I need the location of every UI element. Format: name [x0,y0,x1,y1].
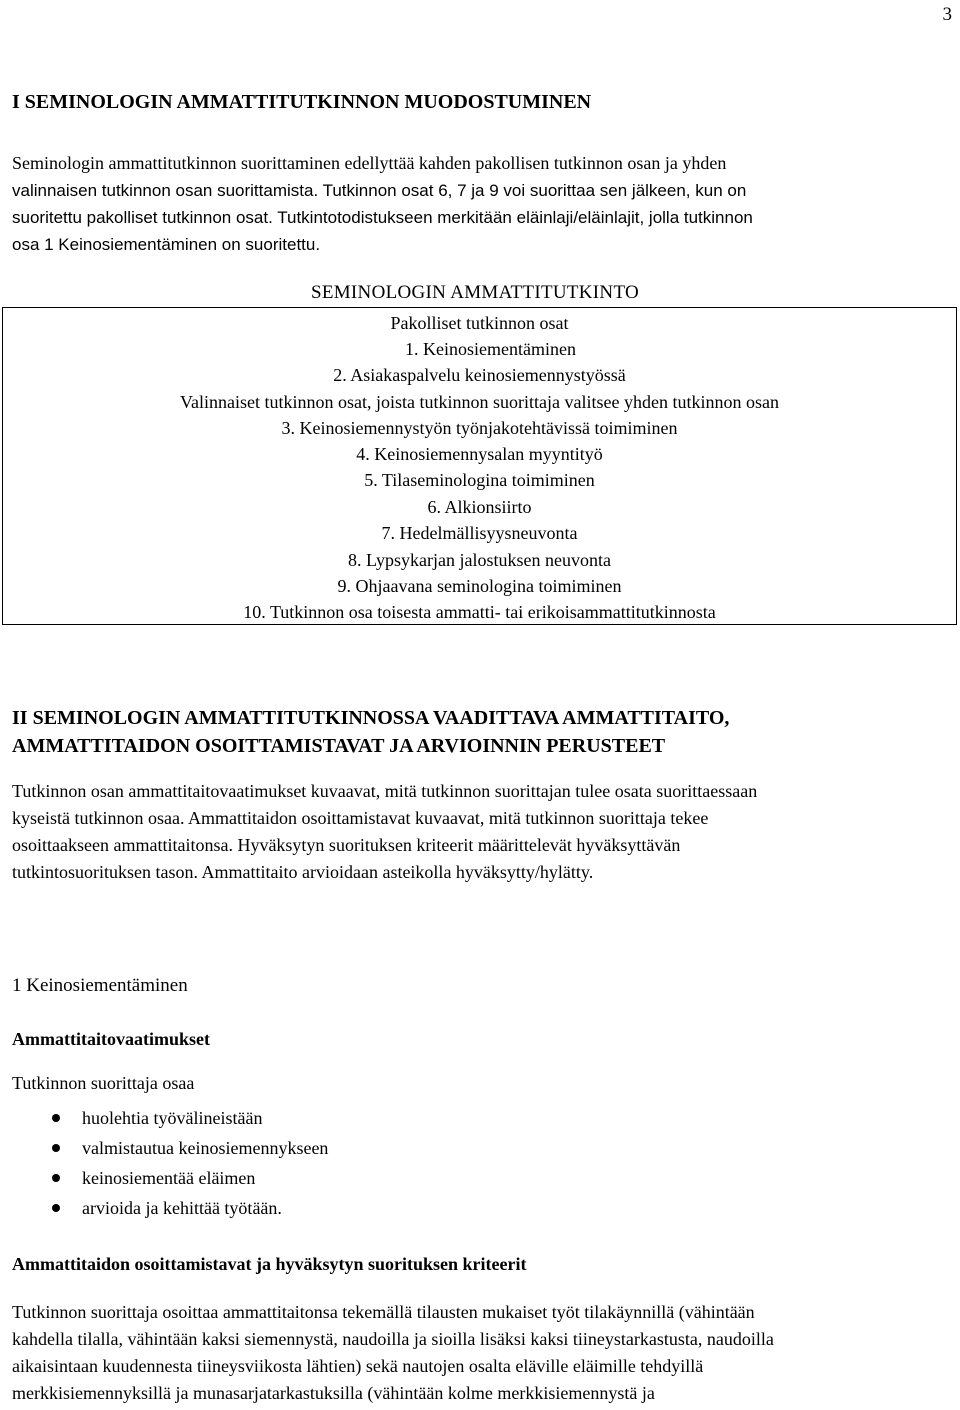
mandatory-item-1: 1. Keinosiementäminen [405,339,576,359]
optional-item-7: 7. Hedelmällisyysneuvonta [381,523,578,543]
mandatory-heading: Pakolliset tutkinnon osat [390,313,569,333]
optional-item-4: 4. Keinosiemennysalan myyntityö [356,444,603,464]
criteria-line-1: Tutkinnon suorittaja osoittaa ammattitaitonsa tekemällä tilausten mukaiset työt tilakäynnillä (vähintään [12,1302,755,1322]
qualification-structure-box [2,307,957,625]
optional-heading: Valinnaiset tutkinnon osat, joista tutkinnon suorittaja valitsee yhden tutkinnon osan [180,392,779,412]
section-1-line-3: suoritettu pakolliset tutkinnon osat. Tutkintotodistukseen merkitään eläinlaji/eläinlajit, jolla tutkinnon [12,208,753,227]
criteria-line-3: aikaisintaan kuudennesta tiineysviikosta lähtien) sekä nautojen osalta eläville eläimille tehdyillä [12,1356,704,1376]
optional-item-9: 9. Ohjaavana seminologina toimiminen [337,576,622,596]
requirements-intro: Tutkinnon suorittaja osaa [12,1073,195,1093]
optional-item-10: 10. Tutkinnon osa toisesta ammatti- tai erikoisammattitutkinnosta [243,602,716,622]
criteria-line-4: merkkisiemennyksillä ja munasarjatarkastuksilla (vähintään kolme merkkisiemennystä ja [12,1383,655,1403]
section-1-line-2: valinnaisen tutkinnon osan suorittamista. Tutkinnon osat 6, 7 ja 9 voi suorittaa sen jälkeen, kun on [12,181,747,200]
section-2-paragraph [12,778,956,886]
list-item-text: huolehtia työvälineistään [82,1108,263,1128]
section-2-line-2: kyseistä tutkinnon osaa. Ammattitaidon osoittamistavat kuvaavat, mitä tutkinnon suorittaja tekee [12,808,709,828]
section-1-heading: I SEMINOLOGIN AMMATTITUTKINNON MUODOSTUMINEN [12,91,592,113]
list-item [12,1103,956,1133]
box-title: SEMINOLOGIN AMMATTITUTKINTO [310,282,640,303]
list-item [12,1193,956,1223]
optional-item-5: 5. Tilaseminologina toimiminen [364,470,595,490]
section-3 [12,972,956,1407]
bullet-icon [52,1114,60,1122]
criteria-line-2: kahdella tilalla, vähintään kaksi siemennystä, naudoilla ja sioilla lisäksi kaksi tiineystarkastusta, naudoilla [12,1329,774,1349]
bullet-icon [52,1144,60,1152]
bullet-icon [52,1174,60,1182]
criteria-heading: Ammattitaidon osoittamistavat ja hyväksytyn suorituksen kriteerit [12,1254,527,1274]
list-item-text: keinosiementää eläimen [82,1168,256,1188]
section-2-line-1: Tutkinnon osan ammattitaitovaatimukset kuvaavat, mitä tutkinnon suorittajan tulee osata suorittaessaan [12,781,758,801]
mandatory-item-2: 2. Asiakaspalvelu keinosiemennystyössä [333,365,626,385]
criteria-paragraph [12,1299,956,1407]
list-item [12,1163,956,1193]
section-2-heading-line-2: AMMATTITAIDON OSOITTAMISTAVAT JA ARVIOINNIN PERUSTEET [12,735,666,757]
requirements-list [12,1103,956,1223]
requirements-heading: Ammattitaitovaatimukset [12,1029,210,1049]
section-1 [12,88,956,258]
bullet-icon [52,1204,60,1212]
optional-item-6: 6. Alkionsiirto [427,497,532,517]
section-2-heading-line-1: II SEMINOLOGIN AMMATTITUTKINNOSSA VAADITTAVA AMMATTITAITO, [12,707,730,729]
section-1-paragraph [12,150,956,258]
optional-item-8: 8. Lypsykarjan jalostuksen neuvonta [348,550,611,570]
section-2 [12,704,956,886]
section-1-line-4: osa 1 Keinosiementäminen on suoritettu. [12,235,321,254]
list-item-text: valmistautua keinosiemennykseen [82,1138,329,1158]
page-number: 3 [942,4,952,25]
section-1-line-1: Seminologin ammattitutkinnon suorittaminen edellyttää kahden pakollisen tutkinnon osan ja yhden [12,153,727,173]
optional-item-3: 3. Keinosiemennystyön työnjakotehtävissä toimiminen [281,418,678,438]
section-2-line-3: osoittaakseen ammattitaitonsa. Hyväksytyn suorituksen kriteerit määrittelevät hyväksyttävän [12,835,681,855]
section-2-line-4: tutkintosuorituksen tason. Ammattitaito arvioidaan asteikolla hyväksytty/hylätty. [12,862,594,882]
list-item-text: arvioida ja kehittää työtään. [82,1198,282,1218]
list-item [12,1133,956,1163]
unit-1-heading: 1 Keinosiementäminen [12,975,188,996]
